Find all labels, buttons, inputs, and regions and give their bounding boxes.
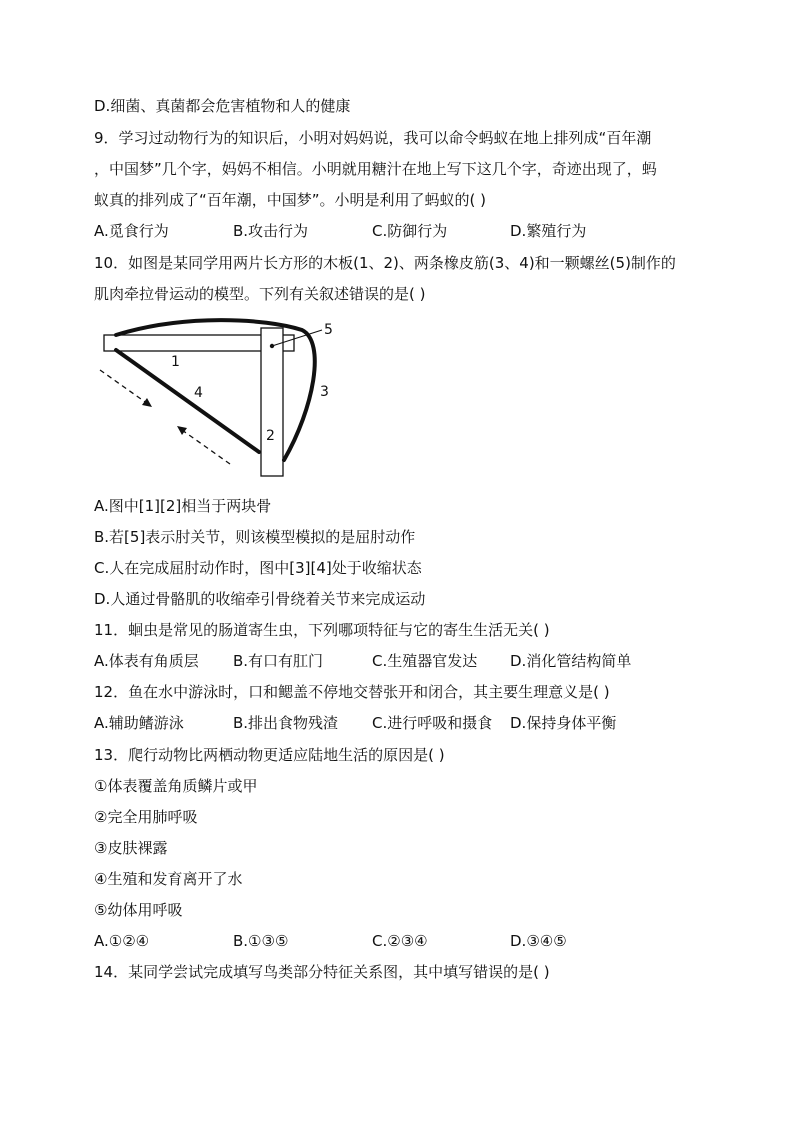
dashed-arrow-down — [100, 370, 148, 404]
q13-option-b: B.①③⑤ — [233, 932, 289, 950]
q13-option-d: D.③④⑤ — [510, 932, 567, 950]
question-10-line-2: 肌肉牵拉骨运动的模型。下列有关叙述错误的是( ) — [94, 285, 426, 303]
q9-option-b: B.攻击行为 — [233, 222, 309, 240]
line-d-bacteria: D.细菌、真菌都会危害植物和人的健康 — [94, 97, 351, 115]
q12-option-a: A.辅助鳍游泳 — [94, 714, 184, 732]
question-12: 12．鱼在水中游泳时，口和鳃盖不停地交替张开和闭合，其主要生理意义是( ) — [94, 683, 610, 701]
q13-statement-2: ②完全用肺呼吸 — [94, 808, 198, 826]
q13-statement-1: ①体表覆盖角质鳞片或甲 — [94, 777, 258, 795]
arrowhead-up — [177, 426, 187, 435]
question-9-line-3: 蚁真的排列成了“百年潮，中国梦”。小明是利用了蚂蚁的( ) — [94, 191, 487, 209]
question-14: 14．某同学尝试完成填写鸟类部分特征关系图，其中填写错误的是( ) — [94, 963, 550, 981]
q13-statement-3: ③皮肤裸露 — [94, 839, 168, 857]
label-1: 1 — [171, 354, 180, 370]
q9-option-a: A.觅食行为 — [94, 222, 169, 240]
q13-option-c: C.②③④ — [372, 932, 428, 950]
q10-option-b: B.若[5]表示肘关节，则该模型模拟的是屈肘动作 — [94, 528, 416, 546]
q11-option-d: D.消化管结构简单 — [510, 652, 632, 670]
q11-option-a: A.体表有角质层 — [94, 652, 199, 670]
q13-statement-5: ⑤幼体用呼吸 — [94, 901, 183, 919]
muscle-bone-model-diagram — [94, 318, 354, 488]
question-10-line-1: 10．如图是某同学用两片长方形的木板(1、2)、两条橡皮筋(3、4)和一颗螺丝(5)制作的 — [94, 254, 676, 272]
board-2 — [261, 328, 283, 476]
q13-option-a: A.①②④ — [94, 932, 150, 950]
label-5: 5 — [324, 322, 333, 338]
label-4: 4 — [194, 385, 203, 401]
question-11: 11．蛔虫是常见的肠道寄生虫，下列哪项特征与它的寄生生活无关( ) — [94, 621, 550, 639]
q12-option-c: C.进行呼吸和摄食 — [372, 714, 493, 732]
q10-option-a: A.图中[1][2]相当于两块骨 — [94, 497, 272, 515]
q13-statement-4: ④生殖和发育离开了水 — [94, 870, 243, 888]
q9-option-c: C.防御行为 — [372, 222, 448, 240]
q9-option-d: D.繁殖行为 — [510, 222, 587, 240]
rubber-band-4 — [116, 350, 259, 452]
q12-option-d: D.保持身体平衡 — [510, 714, 617, 732]
q11-option-b: B.有口有肛门 — [233, 652, 324, 670]
arrowhead-down — [142, 398, 152, 407]
q11-option-c: C.生殖器官发达 — [372, 652, 478, 670]
q10-option-c: C.人在完成屈肘动作时，图中[3][4]处于收缩状态 — [94, 559, 422, 577]
label-2: 2 — [266, 428, 275, 444]
q12-option-b: B.排出食物残渣 — [233, 714, 339, 732]
question-9-line-1: 9．学习过动物行为的知识后，小明对妈妈说，我可以命令蚂蚁在地上排列成“百年潮 — [94, 129, 652, 147]
dashed-arrow-up — [182, 430, 230, 464]
question-13: 13．爬行动物比两栖动物更适应陆地生活的原因是( ) — [94, 746, 445, 764]
q10-option-d: D.人通过骨骼肌的收缩牵引骨绕着关节来完成运动 — [94, 590, 426, 608]
label-3: 3 — [320, 384, 329, 400]
question-9-line-2: ，中国梦”几个字，妈妈不相信。小明就用糖汁在地上写下这几个字，奇迹出现了，蚂 — [94, 160, 657, 178]
